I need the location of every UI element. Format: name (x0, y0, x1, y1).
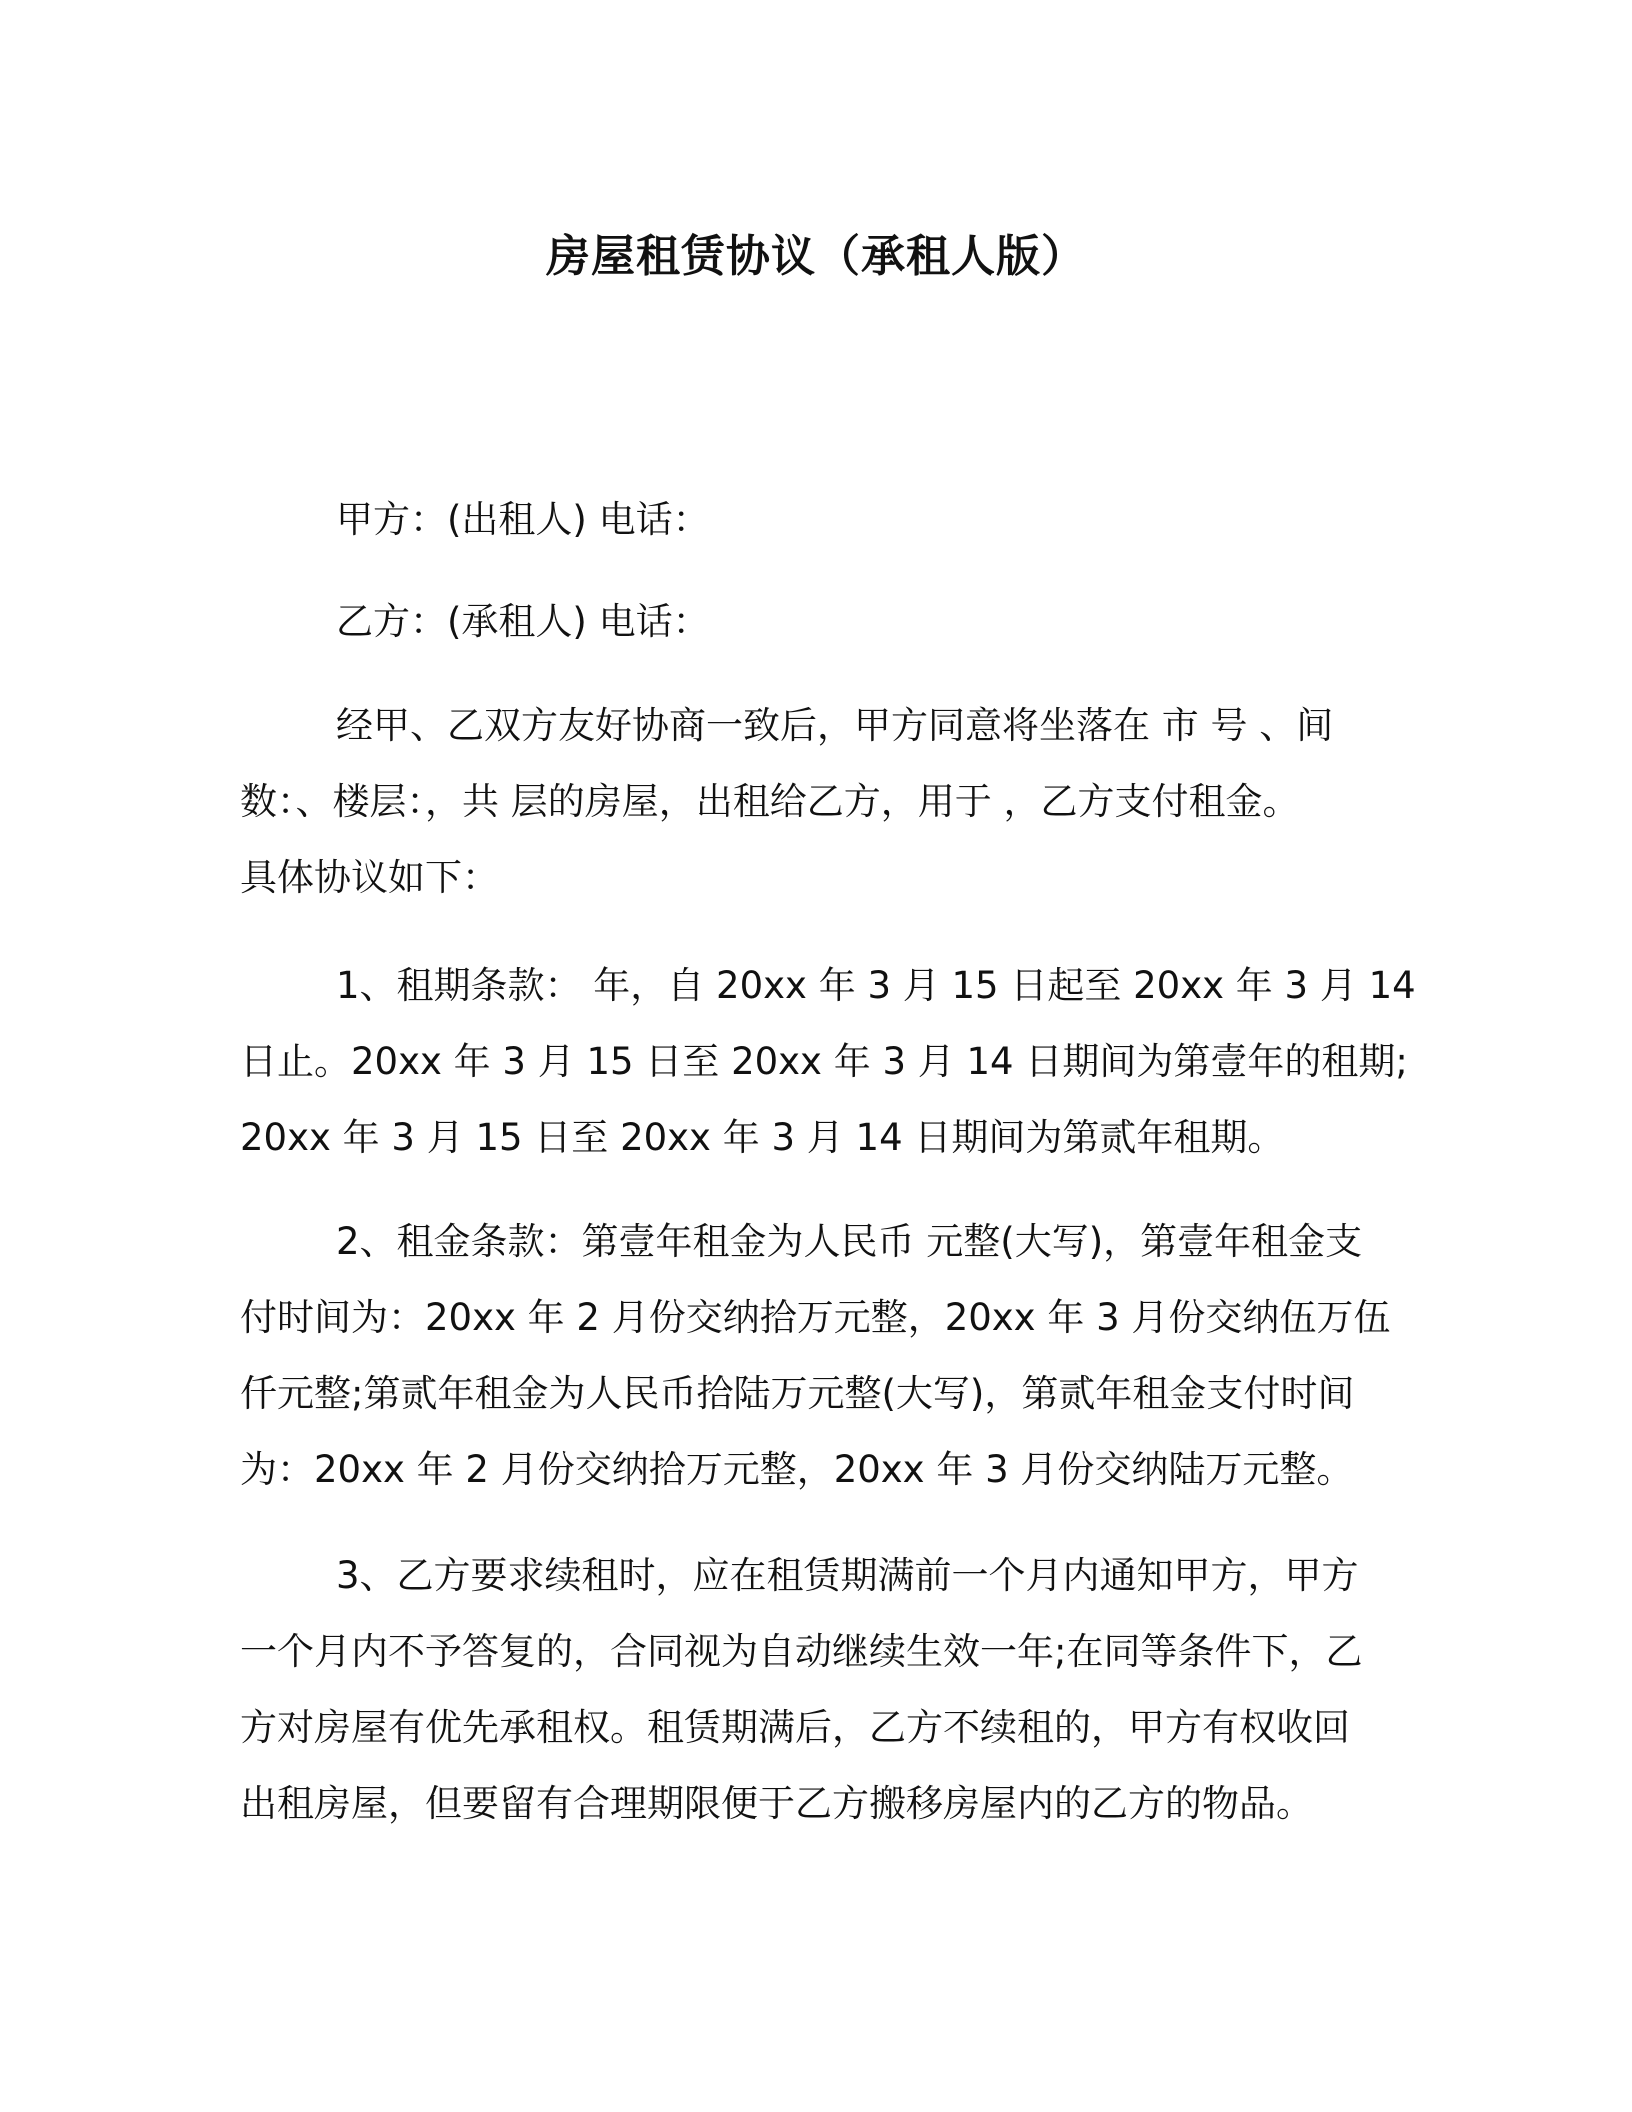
intro-line: 经甲、乙双方友好协商一致后，甲方同意将坐落在 市 号 、间 (336, 704, 1334, 747)
clause-3-line: 出租房屋，但要留有合理期限便于乙方搬移房屋内的乙方的物品。 (240, 1782, 1313, 1825)
clause-3-line: 一个月内不予答复的，合同视为自动继续生效一年;在同等条件下，乙 (240, 1630, 1363, 1673)
clause-1-line: 日止。20xx 年 3 月 15 日至 20xx 年 3 月 14 日期间为第壹年的租期; (240, 1040, 1408, 1083)
clause-1-line: 20xx 年 3 月 15 日至 20xx 年 3 月 14 日期间为第贰年租期。 (240, 1116, 1285, 1159)
intro-line: 具体协议如下： (240, 856, 499, 899)
clause-2-line: 为：20xx 年 2 月份交纳拾万元整，20xx 年 3 月份交纳陆万元整。 (240, 1448, 1354, 1491)
clause-2-line: 付时间为：20xx 年 2 月份交纳拾万元整，20xx 年 3 月份交纳伍万伍 (240, 1296, 1391, 1339)
clause-2-line: 2、租金条款：第壹年租金为人民币 元整(大写)，第壹年租金支 (336, 1220, 1363, 1263)
clause-1-line: 1、租期条款： 年，自 20xx 年 3 月 15 日起至 20xx 年 3 月 14 (336, 964, 1416, 1007)
party-b-line: 乙方：(承租人) 电话： (336, 600, 710, 643)
clause-2-line: 仟元整;第贰年租金为人民币拾陆万元整(大写)，第贰年租金支付时间 (240, 1372, 1355, 1415)
clause-3-line: 方对房屋有优先承租权。租赁期满后，乙方不续租的，甲方有权收回 (240, 1706, 1350, 1749)
clause-3-line: 3、乙方要求续租时，应在租赁期满前一个月内通知甲方，甲方 (336, 1554, 1359, 1597)
document-title: 房屋租赁协议（承租人版） (546, 231, 1086, 282)
party-a-line: 甲方：(出租人) 电话： (336, 498, 710, 541)
intro-line: 数：、楼层：，共 层的房屋，出租给乙方，用于 ，乙方支付租金。 (240, 780, 1300, 823)
